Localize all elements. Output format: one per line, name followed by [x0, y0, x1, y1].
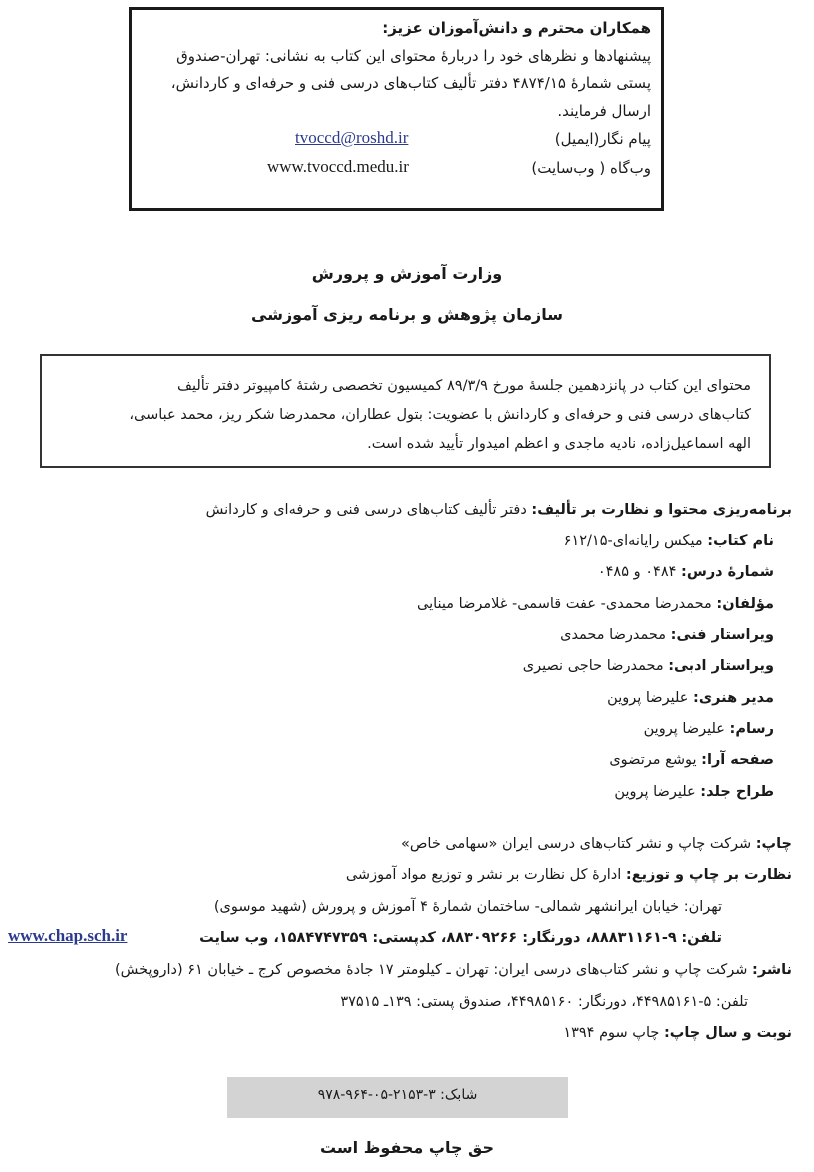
- website-label: وب‌گاه ( وب‌سایت): [531, 159, 651, 177]
- credit-row: مدیر هنری: علیرضا پروین: [607, 690, 774, 706]
- credit-row: شمارهٔ درس: ۰۴۸۴ و ۰۴۸۵: [597, 564, 774, 580]
- credit-row: مؤلفان: محمدرضا محمدی- عفت قاسمی- غلامرضا مینایی: [416, 596, 774, 612]
- edition-row: نوبت و سال چاپ: چاپ سوم ۱۳۹۴: [563, 1025, 792, 1041]
- website-row: [142, 158, 651, 178]
- email-link[interactable]: tvoccd@roshd.ir: [295, 128, 409, 147]
- approval-box: [40, 354, 771, 468]
- credit-row: صفحه آرا: یوشع مرتضوی: [609, 752, 774, 768]
- email-label: پیام نگار(ایمیل): [554, 130, 651, 148]
- ministry-title: وزارت آموزش و پرورش: [311, 264, 503, 283]
- organization-title: سازمان پژوهش و برنامه ریزی آموزشی: [251, 305, 563, 324]
- contact-box: [129, 7, 664, 211]
- chap-website-link[interactable]: www.chap.sch.ir: [8, 926, 128, 945]
- contact-line-2: پستی شمارهٔ ۴۸۷۴/۱۵ دفتر تألیف کتاب‌های درسی فنی و حرفه‌ای و کاردانش،: [170, 74, 651, 92]
- publisher-phone-row: تلفن: ۵-۴۴۹۸۵۱۶۱، دورنگار: ۴۴۹۸۵۱۶۰، صندوق پستی: ۱۳۹ـ ۳۷۵۱۵: [340, 994, 748, 1010]
- credit-row: طراح جلد: علیرضا پروین: [614, 784, 774, 800]
- supervision-row: نظارت بر چاپ و توزیع: ادارهٔ کل نظارت بر نشر و توزیع مواد آموزشی: [345, 867, 792, 883]
- email-row: [142, 129, 651, 149]
- contact-heading: همکاران محترم و دانش‌آموزان عزیز:: [382, 19, 651, 37]
- contact-line-1: پیشنهادها و نظرهای خود را دربارهٔ محتوای این کتاب به نشانی: تهران-صندوق: [176, 47, 651, 65]
- isbn-text: شابک: ۳-۲۱۵۳-۰۵-۹۶۴-۹۷۸: [317, 1087, 478, 1103]
- publisher-row: ناشر: شرکت چاپ و نشر کتاب‌های درسی ایران: تهران ـ کیلومتر ۱۷ جادهٔ مخصوص کرج ـ خیابان ۶۱ (داروپخش): [114, 962, 792, 978]
- print-row: چاپ: شرکت چاپ و نشر کتاب‌های درسی ایران «سهامی خاص»: [401, 836, 792, 852]
- copyright-notice: حق چاپ محفوظ است: [319, 1138, 495, 1157]
- contact-line-3: ارسال فرمایند.: [557, 102, 651, 120]
- credit-row: ویراستار فنی: محمدرضا محمدی: [560, 627, 774, 643]
- address-row: تهران: خیابان ایرانشهر شمالی- ساختمان شمارهٔ ۴ آموزش و پرورش (شهید موسوی): [213, 899, 722, 915]
- credit-row: برنامه‌ریزی محتوا و نظارت بر تألیف: دفتر تألیف کتاب‌های درسی فنی و حرفه‌ای و کاردانش: [205, 502, 792, 518]
- credit-row: رسام: علیرضا پروین: [643, 721, 774, 737]
- approval-line-1: محتوای این کتاب در پانزدهمین جلسهٔ مورخ ۸۹/۳/۹ کمیسیون تخصصی رشتهٔ کامپیوتر دفتر تألیف: [176, 378, 751, 394]
- approval-line-2: کتاب‌های درسی فنی و حرفه‌ای و کاردانش با عضویت: بتول عطاران، محمدرضا شکر ریز، محمد عباسی،: [129, 407, 751, 423]
- phone-row: تلفن: ۹-۸۸۸۳۱۱۶۱، دورنگار: ۸۸۳۰۹۲۶۶، کدپستی: ۱۵۸۴۷۴۷۳۵۹، وب سایت: [199, 930, 722, 946]
- approval-line-3: الهه اسماعیل‌زاده، نادیه ماجدی و اعظم امیدوار تأیید شده است.: [367, 436, 751, 452]
- website-link[interactable]: www.tvoccd.medu.ir: [267, 157, 409, 176]
- credit-row: ویراستار ادبی: محمدرضا حاجی نصیری: [522, 658, 774, 674]
- credit-row: نام کتاب: میکس رایانه‌ای-۶۱۲/۱۵: [563, 533, 774, 549]
